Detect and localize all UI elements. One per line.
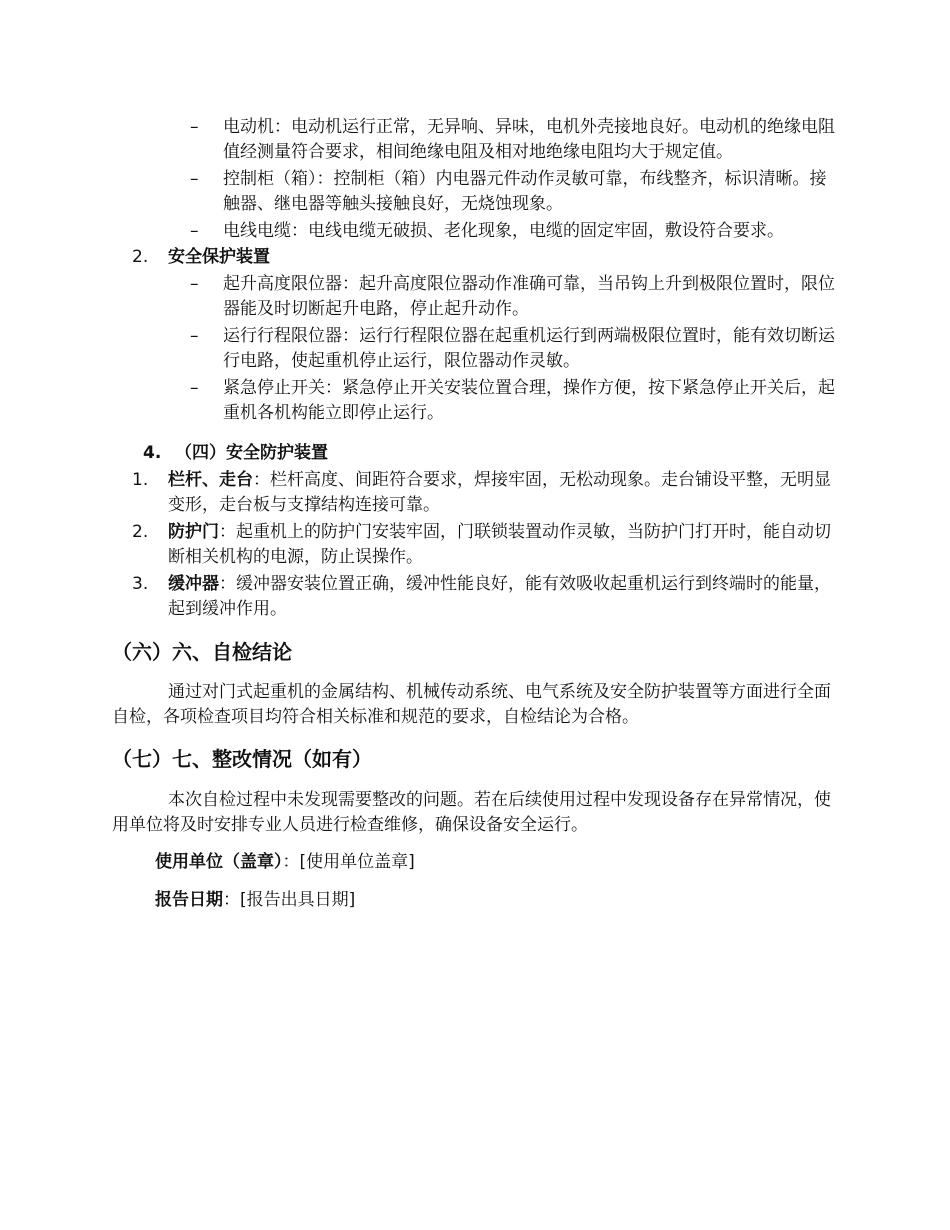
signature-unit-label: 使用单位（盖章） (155, 852, 283, 872)
item-label: 缓冲器 (168, 574, 219, 594)
section-number: 4. (143, 443, 162, 463)
signature-unit-value: ：[使用单位盖章] (282, 852, 415, 872)
list-item-text: 起升高度限位器：起升高度限位器动作准确可靠，当吊钩上升到极限位置时，限位器能及时切断起升电路，停止起升动作。 (223, 274, 835, 319)
signature-unit (155, 850, 415, 875)
section-4-heading (143, 441, 328, 466)
list-number: 1. (132, 470, 149, 490)
safety-heading-label: 安全保护装置 (168, 247, 270, 267)
dash-bullet: – (190, 117, 199, 137)
dash-bullet: – (190, 169, 199, 189)
report-date (155, 888, 355, 913)
conclusion-heading: （六）六、自检结论 (112, 640, 292, 664)
report-date-label: 报告日期 (155, 890, 223, 910)
dash-bullet: – (190, 274, 199, 294)
section-title: （四）安全防护装置 (175, 443, 328, 463)
rectification-heading: （七）七、整改情况（如有） (112, 747, 372, 771)
report-date-value: ：[报告出具日期] (223, 890, 356, 910)
dash-bullet: – (190, 326, 199, 346)
list-item-text: 电线电缆：电线电缆无破损、老化现象，电缆的固定牢固，敷设符合要求。 (223, 221, 784, 241)
list-item-text: 电动机：电动机运行正常，无异响、异味，电机外壳接地良好。电动机的绝缘电阻值经测量符合要求，相间绝缘电阻及相对地绝缘电阻均大于规定值。 (223, 117, 835, 162)
item-body: ：栏杆高度、间距符合要求，焊接牢固，无松动现象。走台铺设平整，无明显变形，走台板与支撑结构连接可靠。 (168, 470, 831, 515)
item-label: 栏杆、走台 (168, 470, 253, 490)
rectification-paragraph: 本次自检过程中未发现需要整改的问题。若在后续使用过程中发现设备存在异常情况，使用单位将及时安排专业人员进行检查维修，确保设备安全运行。 (112, 790, 831, 835)
item-body: ：起重机上的防护门安装牢固，门联锁装置动作灵敏，当防护门打开时，能自动切断相关机构的电源，防止误操作。 (168, 522, 831, 567)
dash-bullet: – (190, 221, 199, 241)
list-item-text (168, 520, 842, 570)
conclusion-paragraph: 通过对门式起重机的金属结构、机械传动系统、电气系统及安全防护装置等方面进行全面自检，各项检查项目均符合相关标准和规范的要求，自检结论为合格。 (112, 682, 831, 727)
list-number: 2. (132, 247, 149, 267)
dash-bullet: – (190, 378, 199, 398)
item-body: ：缓冲器安装位置正确，缓冲性能良好，能有效吸收起重机运行到终端时的能量，起到缓冲作用。 (168, 574, 831, 619)
list-item-text: 控制柜（箱）：控制柜（箱）内电器元件动作灵敏可靠，布线整齐，标识清晰。接触器、继电器等触头接触良好，无烧蚀现象。 (223, 169, 827, 214)
list-item-text (168, 572, 842, 622)
item-label: 防护门 (168, 522, 219, 542)
list-item-text: 紧急停止开关：紧急停止开关安装位置合理，操作方便，按下紧急停止开关后，起重机各机构能立即停止运行。 (223, 378, 835, 423)
list-number: 3. (132, 574, 149, 594)
list-item-text (168, 468, 842, 518)
list-item-text: 运行行程限位器：运行行程限位器在起重机运行到两端极限位置时，能有效切断运行电路，使起重机停止运行，限位器动作灵敏。 (223, 326, 835, 371)
list-number: 2. (132, 522, 149, 542)
